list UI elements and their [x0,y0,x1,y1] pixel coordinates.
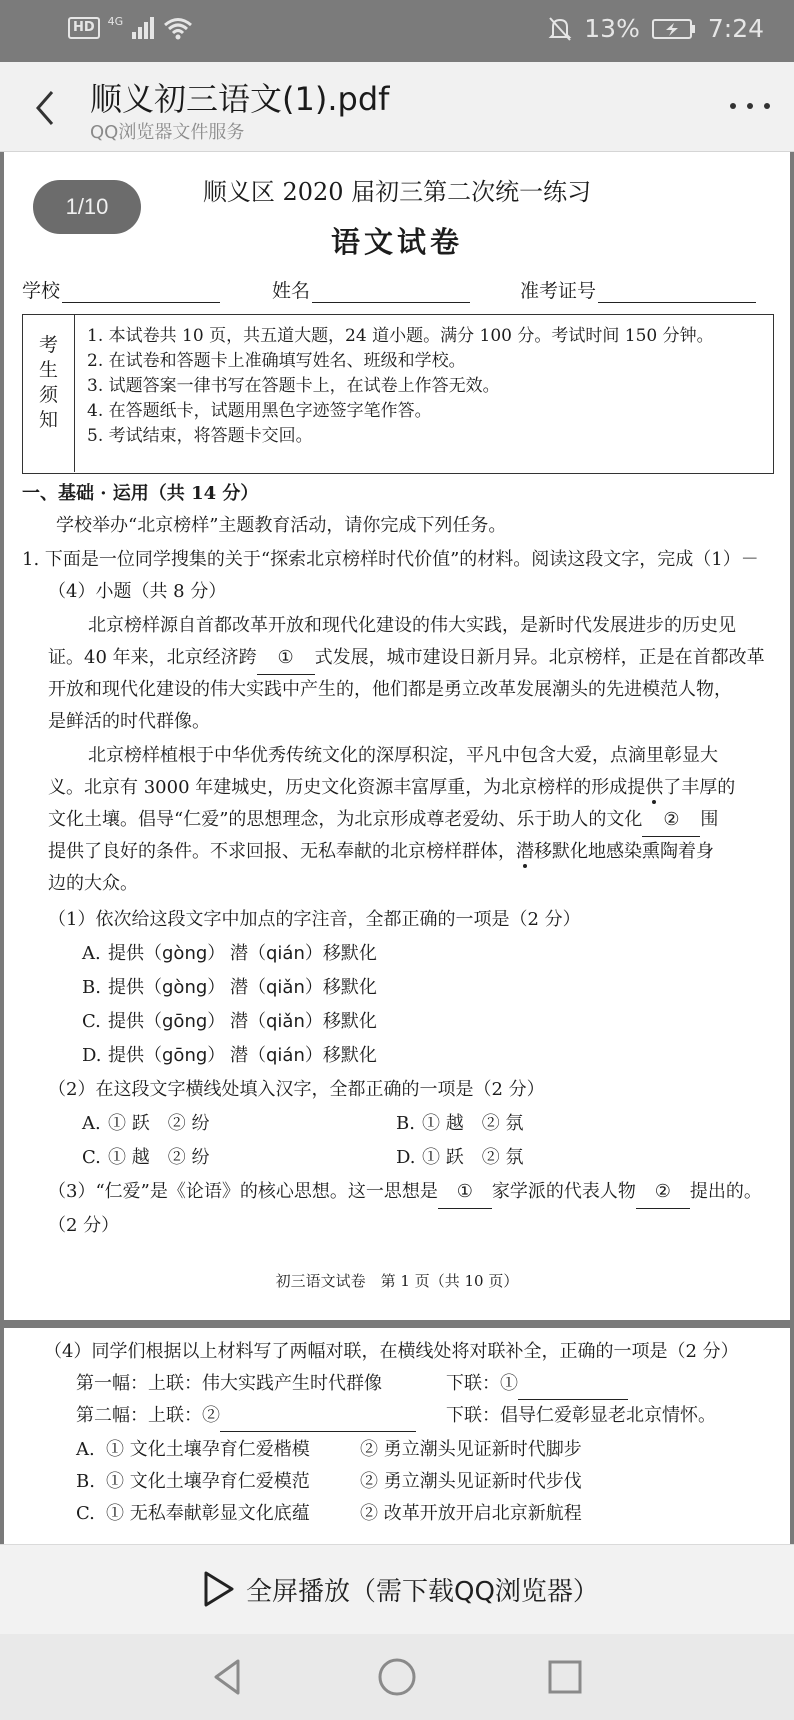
page-indicator: 1/10 [33,180,141,234]
fullscreen-play-label: 全屏播放（需下载QQ浏览器） [246,1576,599,1607]
network-type: 4G [107,14,124,28]
name-field [272,276,470,303]
section-heading: 一、基础 · 运用（共 14 分） [22,483,259,504]
exam-id-field [520,276,756,303]
document-source: QQ浏览器文件服务 [90,122,245,143]
signal-icon [131,16,155,40]
option-item: C. ① 越 ② 纷 [82,1147,210,1168]
option-item: A. ① 文化土壤孕育仁爱楷模 ② 勇立潮头见证新时代脚步 [76,1439,582,1460]
passage-line: 提供了良好的条件。不求回报、无私奉献的北京榜样群体，潜移默化地感染熏陶着身 [48,841,714,862]
app-header [0,62,794,152]
couplet-lower: 下联：① [446,1368,628,1400]
page-footer: 初三语文试卷 第 1 页（共 10 页） [275,1272,519,1290]
school-label: 学校 [22,280,61,302]
wifi-icon [163,16,193,40]
exam-id-blank [598,281,756,303]
passage-line: 边的大众。 [48,873,138,894]
sub-question-2: （2）在这段文字横线处填入汉字，全都正确的一项是（2 分） [48,1079,545,1100]
pdf-page-1 [4,152,790,1320]
passage-line: 北京榜样源自首都改革开放和现代化建设的伟大实践，是新时代发展进步的历史见 [88,615,736,636]
sub-question-1: （1）依次给这段文字中加点的字注音，全都正确的一项是（2 分） [48,909,581,930]
document-title: 顺义初三语文(1).pdf [90,80,390,118]
question-1-stem-cont: （4）小题（共 8 分） [48,581,227,602]
exam-notice-box [22,314,774,474]
more-menu-button[interactable] [724,86,776,126]
notice-item: 4. 在答题纸卡，试题用黑色字迹签字笔作答。 [87,401,432,421]
notice-item: 2. 在试卷和答题卡上准确填写姓名、班级和学校。 [87,351,466,371]
answer-blank [220,1408,416,1432]
back-button[interactable] [22,80,72,136]
back-triangle-icon [204,1652,254,1702]
passage-line: 北京榜样植根于中华优秀传统文化的深厚积淀，平凡中包含大爱，点滴里彰显大 [88,745,718,766]
couplet-upper: 第一幅：上联：伟大实践产生时代群像 [76,1373,382,1394]
task-intro: 学校举办“北京榜样”主题教育活动，请你完成下列任务。 [56,515,507,536]
passage-blank: ① [257,642,315,675]
sub-question-4: （4）同学们根据以上材料写了两幅对联，在横线处将对联补全，正确的一项是（2 分） [44,1341,739,1362]
option-item: C. ① 无私奉献彰显文化底蕴 ② 改革开放开启北京新航程 [76,1503,582,1524]
notice-label: 考 生 须 知 [23,315,75,472]
clock: 7:24 [707,14,764,43]
notice-list [87,324,767,449]
school-blank [62,281,220,303]
passage-line: 开放和现代化建设的伟大实践中产生的，他们都是勇立改革发展潮头的先进模范人物， [48,679,732,700]
notice-item: 3. 试题答案一律书写在答题卡上，在试卷上作答无效。 [87,376,500,396]
battery-charging-icon [652,17,696,41]
option-item: D. 提供（gōng） 潜（qián）移默化 [82,1045,377,1066]
pdf-page-2 [4,1328,790,1544]
battery-percent: 13% [584,14,640,43]
option-item: C. 提供（gōng） 潜（qiǎn）移默化 [82,1011,377,1032]
status-left [68,16,193,40]
passage-blank: ② [642,804,700,837]
home-circle-icon [372,1652,422,1702]
emphasis-char: 供 [645,777,664,798]
name-label: 姓名 [272,280,311,302]
option-item: B. ① 文化土壤孕育仁爱模范 ② 勇立潮头见证新时代步伐 [76,1471,582,1492]
option-item: D. ① 跃 ② 氛 [396,1147,524,1168]
option-item: A. 提供（gòng） 潜（qián）移默化 [82,943,377,964]
notice-item: 1. 本试卷共 10 页，共五道大题，24 道小题。满分 100 分。考试时间 150 分钟。 [87,326,714,346]
couplet-upper: 第二幅：上联：② [76,1400,416,1432]
status-right [548,14,764,43]
nav-recent-apps-button[interactable] [540,1652,590,1702]
option-item: B. 提供（gòng） 潜（qiǎn）移默化 [82,977,377,998]
dot-icon [730,103,736,109]
sub-question-3-score: （2 分） [48,1215,120,1236]
fullscreen-play-inner [200,1569,599,1609]
emphasis-char: 潜 [516,841,534,862]
passage-line: 义。北京有 3000 年建城史，历史文化资源丰富厚重，为北京榜样的形成提供了丰厚的 [48,777,736,798]
answer-blank: ② [636,1176,690,1209]
fullscreen-play-button[interactable] [0,1544,794,1634]
exam-title: 顺义区 2020 届初三第二次统一练习 [202,178,592,206]
system-nav-bar [0,1634,794,1720]
notice-item: 5. 考试结束，将答题卡交回。 [87,426,313,446]
name-blank [312,281,470,303]
passage-line: 是鲜活的时代群像。 [48,711,210,732]
sub-question-3: （3）“仁爱”是《论语》的核心思想。这一思想是 ① 家学派的代表人物 ② 提出的。 [48,1176,762,1209]
option-item: A. ① 跃 ② 纷 [82,1113,210,1134]
dot-icon [747,103,753,109]
chevron-left-icon [22,80,72,136]
exam-subject: 语文试卷 [330,225,463,259]
pdf-viewer[interactable] [0,152,794,1544]
hd-indicator: HD [68,17,100,39]
dot-icon [764,103,770,109]
bell-muted-icon [548,16,572,42]
question-1-stem: 1. 下面是一位同学搜集的关于“探索北京榜样时代价值”的材料。阅读这段文字，完成（1）－ [22,549,759,570]
option-item: B. ① 越 ② 氛 [396,1113,524,1134]
answer-blank: ① [438,1176,492,1209]
school-field [22,276,220,303]
exam-id-label: 准考证号 [520,280,597,302]
couplet-lower: 下联：倡导仁爱彰显老北京情怀。 [446,1405,716,1426]
passage-line: 文化土壤。倡导“仁爱”的思想理念，为北京形成尊老爱幼、乐于助人的文化 ② 围 [48,804,718,837]
nav-back-button[interactable] [204,1652,254,1702]
play-icon [200,1569,238,1609]
recent-apps-square-icon [540,1652,590,1702]
answer-blank [518,1376,628,1400]
passage-line: 证。40 年来，北京经济跨 ① 式发展，城市建设日新月异。北京榜样，正是在首都改革 [48,642,765,675]
nav-home-button[interactable] [372,1652,422,1702]
status-bar [0,0,794,62]
